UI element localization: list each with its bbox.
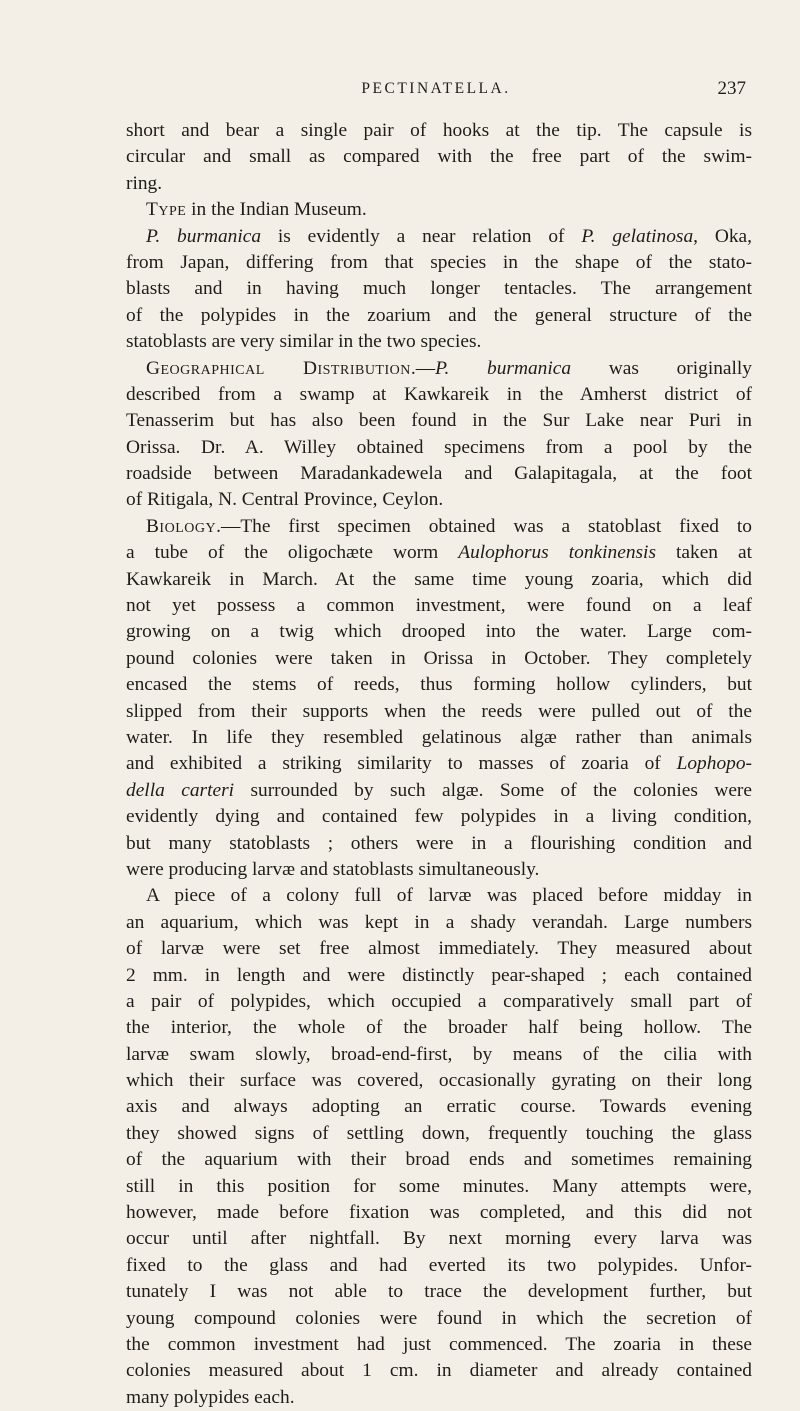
- text-line: slipped from their supports when the reeds were pulled out of the: [126, 700, 752, 722]
- text-line: and exhibited a striking similarity to masses of zoaria of Lophopo-: [126, 753, 752, 775]
- text-line: roadside between Maradankadewela and Galapitagala, at the foot: [126, 463, 752, 485]
- text-line: growing on a twig which drooped into the water. Large com-: [126, 621, 752, 643]
- text-line: circular and small as compared with the free part of the swim-: [126, 146, 752, 168]
- text-line: of the polypides in the zoarium and the general structure of the: [126, 304, 752, 326]
- text-line: evidently dying and contained few polypides in a living condition,: [126, 806, 752, 828]
- text-line: statoblasts are very similar in the two species.: [126, 331, 482, 353]
- text-line: larvæ swam slowly, broad-end-first, by means of the cilia with: [126, 1043, 752, 1065]
- text-line: Geographical Distribution.—P. burmanica was originally: [146, 357, 752, 379]
- text-line: Type in the Indian Museum.: [146, 199, 367, 221]
- text-line: colonies measured about 1 cm. in diameter and already contained: [126, 1360, 752, 1382]
- text-line: an aquarium, which was kept in a shady verandah. Large numbers: [126, 911, 752, 933]
- text-line: a tube of the oligochæte worm Aulophorus tonkinensis taken at: [126, 542, 752, 564]
- text-line: which their surface was covered, occasionally gyrating on their long: [126, 1070, 752, 1092]
- text-line: della carteri surrounded by such algæ. Some of the colonies were: [126, 779, 752, 801]
- text-line: young compound colonies were found in which the secretion of: [126, 1307, 752, 1329]
- text-line: of Ritigala, N. Central Province, Ceylon.: [126, 489, 444, 511]
- text-line: the common investment had just commenced. The zoaria in these: [126, 1333, 752, 1355]
- text-line: of larvæ were set free almost immediately. They measured about: [126, 938, 752, 960]
- text-line: a pair of polypides, which occupied a comparatively small part of: [126, 990, 752, 1012]
- text-line: fixed to the glass and had everted its two polypides. Unfor-: [126, 1254, 752, 1276]
- text-line: many polypides each.: [126, 1386, 295, 1408]
- text-line: Biology.—The first specimen obtained was a statoblast fixed to: [146, 515, 752, 537]
- text-line: P. burmanica is evidently a near relation of P. gelatinosa, Oka,: [146, 225, 752, 247]
- body-text: [126, 118, 752, 1411]
- text-line: not yet possess a common investment, were found on a leaf: [126, 595, 752, 617]
- text-line: axis and always adopting an erratic course. Towards evening: [126, 1096, 752, 1118]
- text-line: pound colonies were taken in Orissa in October. They completely: [126, 647, 752, 669]
- text-line: encased the stems of reeds, thus forming hollow cylinders, but: [126, 674, 752, 696]
- text-line: still in this position for some minutes. Many attempts were,: [126, 1175, 752, 1197]
- text-line: Orissa. Dr. A. Willey obtained specimens from a pool by the: [126, 436, 752, 458]
- page-number: 237: [717, 78, 746, 99]
- text-line: of the aquarium with their broad ends and sometimes remaining: [126, 1149, 752, 1171]
- text-line: water. In life they resembled gelatinous algæ rather than animals: [126, 726, 752, 748]
- text-line: but many statoblasts ; others were in a flourishing condition and: [126, 832, 752, 854]
- text-line: Tenasserim but has also been found in the Sur Lake near Puri in: [126, 410, 752, 432]
- text-line: 2 mm. in length and were distinctly pear-shaped ; each contained: [126, 964, 752, 986]
- text-line: Kawkareik in March. At the same time young zoaria, which did: [126, 568, 752, 590]
- text-line: blasts and in having much longer tentacles. The arrangement: [126, 278, 752, 300]
- text-line: short and bear a single pair of hooks at the tip. The capsule is: [126, 120, 752, 141]
- text-line: occur until after nightfall. By next morning every larva was: [126, 1228, 752, 1250]
- text-line: were producing larvæ and statoblasts simultaneously.: [126, 858, 540, 880]
- text-line: they showed signs of settling down, frequently touching the glass: [126, 1122, 752, 1144]
- text-line: described from a swamp at Kawkareik in the Amherst district of: [126, 383, 752, 405]
- text-line: the interior, the whole of the broader half being hollow. The: [126, 1017, 752, 1039]
- text-line: ring.: [126, 172, 163, 194]
- text-line: from Japan, differing from that species in the shape of the stato-: [126, 251, 752, 273]
- text-line: A piece of a colony full of larvæ was placed before midday in: [146, 885, 752, 907]
- page-header: [126, 80, 746, 104]
- running-head: PECTINATELLA.: [361, 80, 511, 97]
- text-line: however, made before fixation was completed, and this did not: [126, 1202, 752, 1224]
- text-line: tunately I was not able to trace the development further, but: [126, 1281, 752, 1303]
